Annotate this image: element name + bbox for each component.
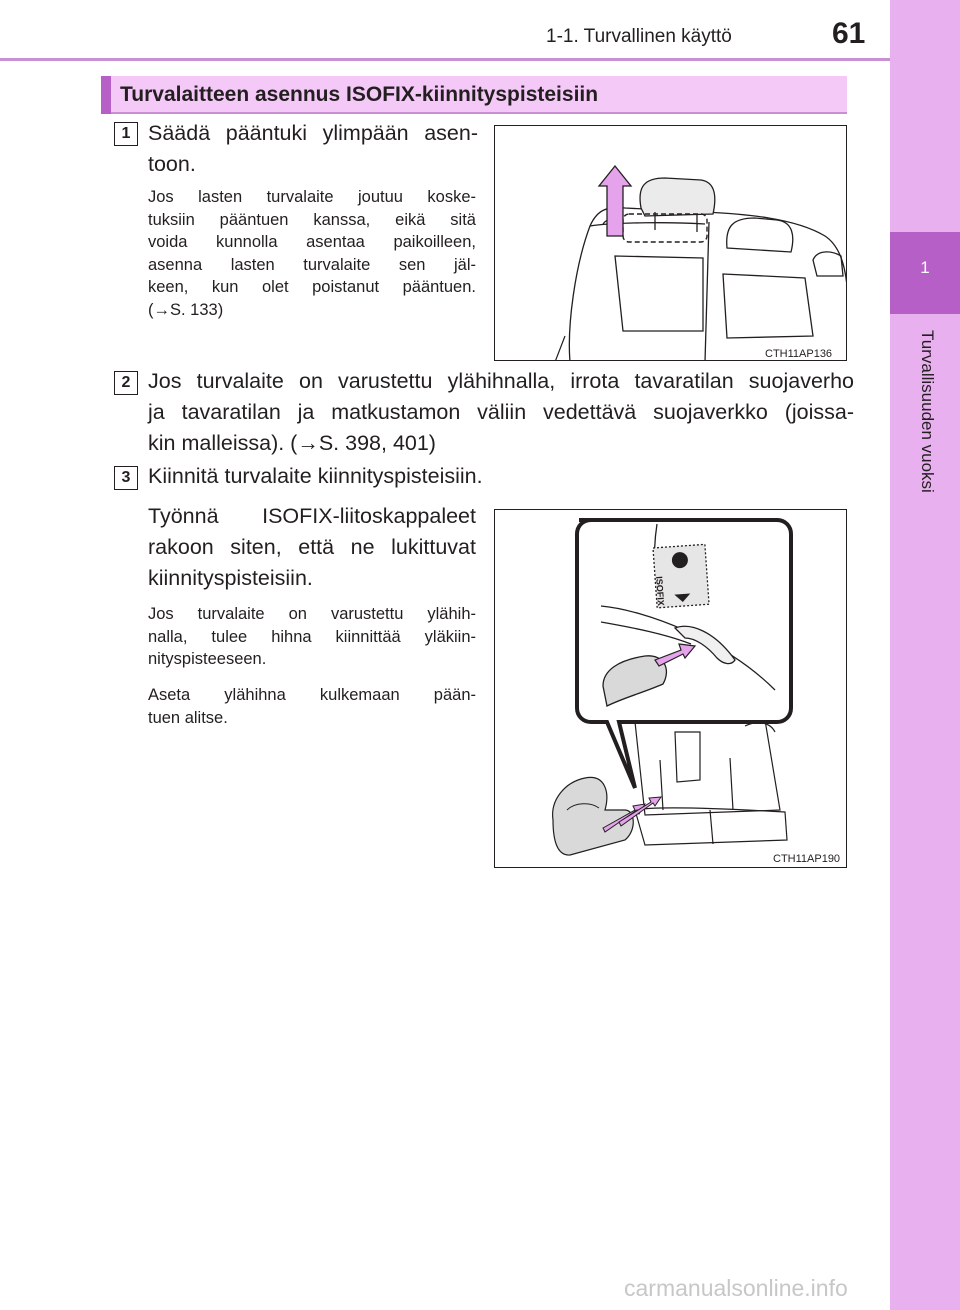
step-3-text: Kiinnitä turvalaite kiinnityspisteisiin. [148, 464, 483, 488]
figure-1-code: CTH11AP136 [765, 348, 833, 360]
figure-2-code: CTH11AP190 [773, 853, 841, 865]
running-header-section: 1-1. Turvallinen käyttö [546, 26, 732, 47]
chapter-tab-strip [890, 0, 960, 1310]
isofix-tag-label: ISOFIX [654, 576, 667, 607]
step-2-marker: 2 [114, 371, 138, 395]
step-1-text: Säädä pääntuki ylimpään asen- toon. [148, 121, 478, 176]
step-3-subtext: Työnnä ISOFIX-liitoskappaleet rakoon siten, että ne lukittuvat kiinnityspisteisiin. [148, 504, 476, 590]
rear-seat-headrest-illustration [495, 126, 847, 361]
chapter-label: Turvallisuuden vuoksi [918, 330, 937, 493]
isofix-anchor-illustration [495, 510, 847, 868]
figure-isofix-install [494, 509, 847, 868]
chapter-number: 1 [920, 258, 930, 277]
step-3-note-1: Jos turvalaite on varustettu ylähih- nalla, tulee hihna kiinnittää yläkiin- nityspisteeseen. [148, 605, 476, 668]
figure-headrest-adjust [494, 125, 847, 361]
page-number: 61 [832, 17, 866, 50]
section-heading-accent [101, 76, 111, 114]
step-1-note: Jos lasten turvalaite joutuu koske- tuksiin pääntuen kanssa, eikä sitä voida kunnolla asentaa paikoilleen, asenna lasten turvalaite sen jäl- keen, kun olet poistanut pääntuen. (→S. 133) [148, 188, 476, 319]
header-rule [0, 58, 890, 61]
step-2-text: Jos turvalaite on varustettu ylähihnalla, irrota tavaratilan suojaverho ja tavaratilan ja matkustamon väliin vedettävä suojaverkko (joissa- kin malleissa). (→S. 398, 401) [148, 369, 854, 455]
step-1-marker: 1 [114, 122, 138, 146]
section-heading: Turvalaitteen asennus ISOFIX-kiinnityspisteisiin [120, 83, 599, 106]
step-3-marker: 3 [114, 466, 138, 490]
watermark: carmanualsonline.info [624, 1275, 848, 1301]
step-3-note-2: Aseta ylähihna kulkemaan pään- tuen alitse. [148, 686, 476, 727]
